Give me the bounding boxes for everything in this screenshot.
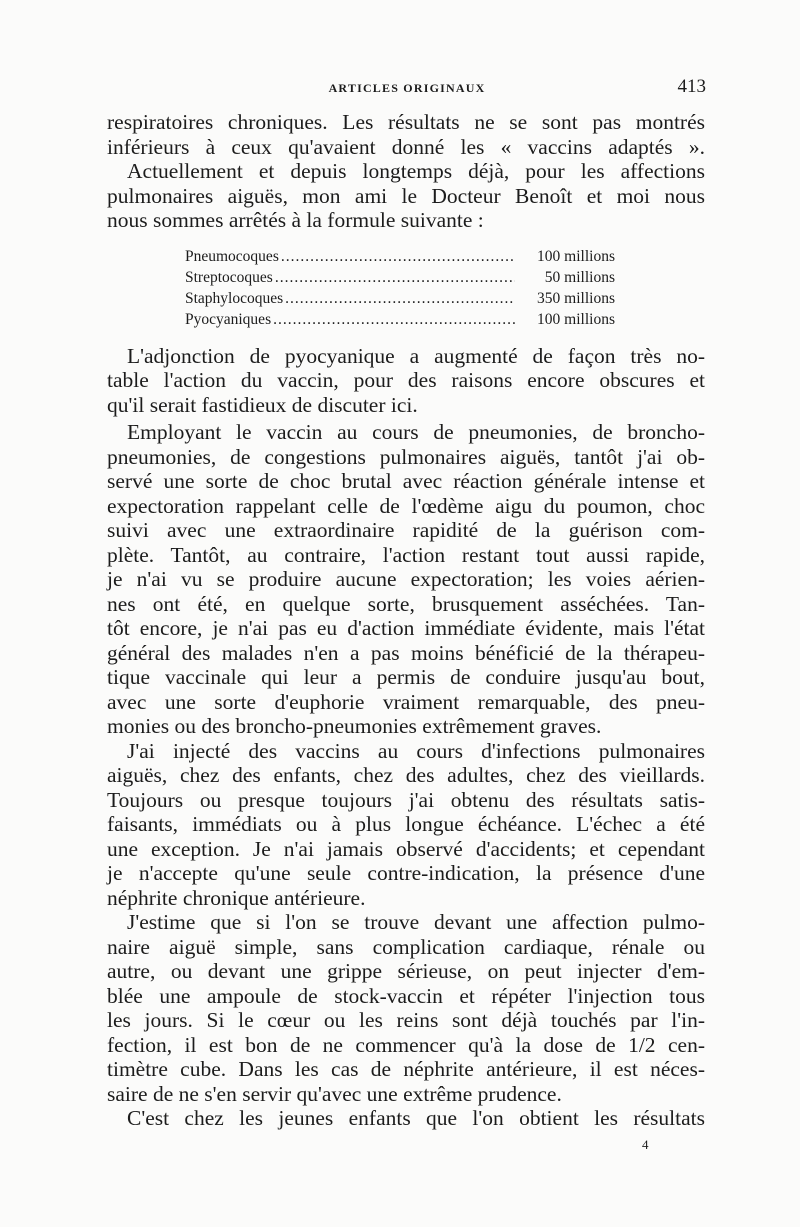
paragraph-3 [107, 420, 705, 739]
text-line: avec une sorte d'euphorie vraiment remarquable, des pneu- [107, 689, 705, 714]
text-line: fection, il est bon de ne commencer qu'à la dose de 1/2 cen- [107, 1032, 705, 1057]
text-line: pneumonies, de congestions pulmonaires aiguës, tantôt j'ai ob- [107, 444, 705, 469]
text-line: plète. Tantôt, au contraire, l'action restant tout aussi rapide, [107, 542, 705, 567]
text-line: pulmonaires aiguës, mon ami le Docteur Benoît et moi nous [107, 183, 705, 208]
text-line: faisants, immédiats ou à plus longue échéance. L'échec a été [107, 812, 705, 836]
text-line: tôt encore, je n'ai pas eu d'action immédiate évidente, mais l'état [107, 616, 705, 640]
text-line: J'estime que si l'on se trouve devant une affection pulmo- [127, 910, 705, 934]
formula-value: 100 millions [537, 310, 615, 328]
text-line: Toujours ou presque toujours j'ai obtenu des résultats satis- [107, 787, 705, 812]
text-line: une exception. Je n'ai jamais observé d'accidents; et cependant [107, 836, 705, 861]
text-line: aiguës, chez des enfants, chez des adultes, chez des vieillards. [107, 763, 705, 787]
paragraph-5 [107, 910, 705, 1106]
text-line: monies ou des broncho-pneumonies extrêmement graves. [107, 714, 602, 738]
leader-dots [281, 246, 515, 267]
text-line: blée une ampoule de stock-vaccin et répéter l'injection tous [107, 983, 705, 1008]
formula-table [185, 246, 615, 330]
text-line: je n'accepte qu'une seule contre-indication, la présence d'une [107, 861, 705, 885]
leader-dots [285, 288, 515, 309]
text-line: les jours. Si le cœur ou les reins sont déjà touchés par l'in- [107, 1008, 705, 1032]
formula-name: Pyocyaniques [185, 310, 272, 328]
text-line: qu'il serait fastidieux de discuter ici. [107, 392, 418, 417]
formula-row [185, 246, 615, 267]
formula-value: 350 millions [537, 289, 615, 307]
paragraph-1 [107, 110, 705, 233]
paragraph-2 [107, 344, 705, 418]
running-title: ARTICLES ORIGINAUX [328, 81, 486, 95]
signature-mark: 4 [642, 1137, 649, 1152]
formula-value: 100 millions [537, 247, 615, 265]
text-line: autre, ou devant une grippe sérieuse, on peut injecter d'em- [107, 959, 705, 983]
page-number: 413 [677, 76, 706, 97]
formula-name: Staphylocoques [185, 289, 284, 307]
text-line: inférieurs à ceux qu'avaient donné les « vaccins adaptés ». [107, 134, 705, 159]
text-line: nes ont été, en quelque sorte, brusquement asséchées. Tan- [107, 591, 705, 616]
leader-dots [275, 267, 515, 288]
text-line: saire de ne s'en servir qu'avec une extrême prudence. [107, 1081, 562, 1106]
text-line: tique vaccinale qui leur a permis de conduire jusqu'au bout, [107, 665, 705, 689]
text-line: C'est chez les jeunes enfants que l'on obtient les résultats [127, 1106, 705, 1130]
text-line: J'ai injecté des vaccins au cours d'infections pulmonaires [127, 738, 705, 763]
text-line: naire aiguë simple, sans complication cardiaque, rénale ou [107, 934, 705, 959]
leader-dots [273, 309, 515, 330]
text-line: table l'action du vaccin, pour des raisons encore obscures et [107, 368, 705, 392]
paragraph-6 [107, 1106, 705, 1131]
body-text [107, 110, 705, 1131]
formula-row [185, 288, 615, 309]
text-line: je n'ai vu se produire aucune expectoration; les voies aérien- [107, 567, 705, 591]
text-line: respiratoires chroniques. Les résultats ne se sont pas montrés [107, 110, 705, 134]
text-line: suivi avec une extraordinaire rapidité de la guérison com- [107, 518, 705, 542]
formula-name: Pneumocoques [185, 247, 279, 265]
text-line: expectoration rappelant celle de l'œdème aigu du poumon, choc [107, 493, 705, 518]
text-line: Actuellement et depuis longtemps déjà, pour les affections [127, 159, 705, 183]
text-line: timètre cube. Dans les cas de néphrite antérieure, il est néces- [107, 1057, 705, 1081]
text-line: général des malades n'en a pas moins bénéficié de la thérapeu- [107, 640, 705, 665]
text-line: L'adjonction de pyocyanique a augmenté de façon très no- [127, 343, 705, 368]
text-line: Employant le vaccin au cours de pneumonies, de broncho- [127, 420, 705, 444]
formula-row [185, 309, 615, 330]
formula-value: 50 millions [544, 268, 615, 286]
running-head [108, 76, 706, 100]
text-line: nous sommes arrêtés à la formule suivante : [107, 208, 484, 232]
formula-name: Streptocoques [185, 268, 273, 286]
text-line: servé une sorte de choc brutal avec réaction générale intense et [107, 469, 705, 493]
text-line: néphrite chronique antérieure. [107, 885, 366, 910]
formula-row [185, 267, 615, 288]
paragraph-4 [107, 739, 705, 911]
